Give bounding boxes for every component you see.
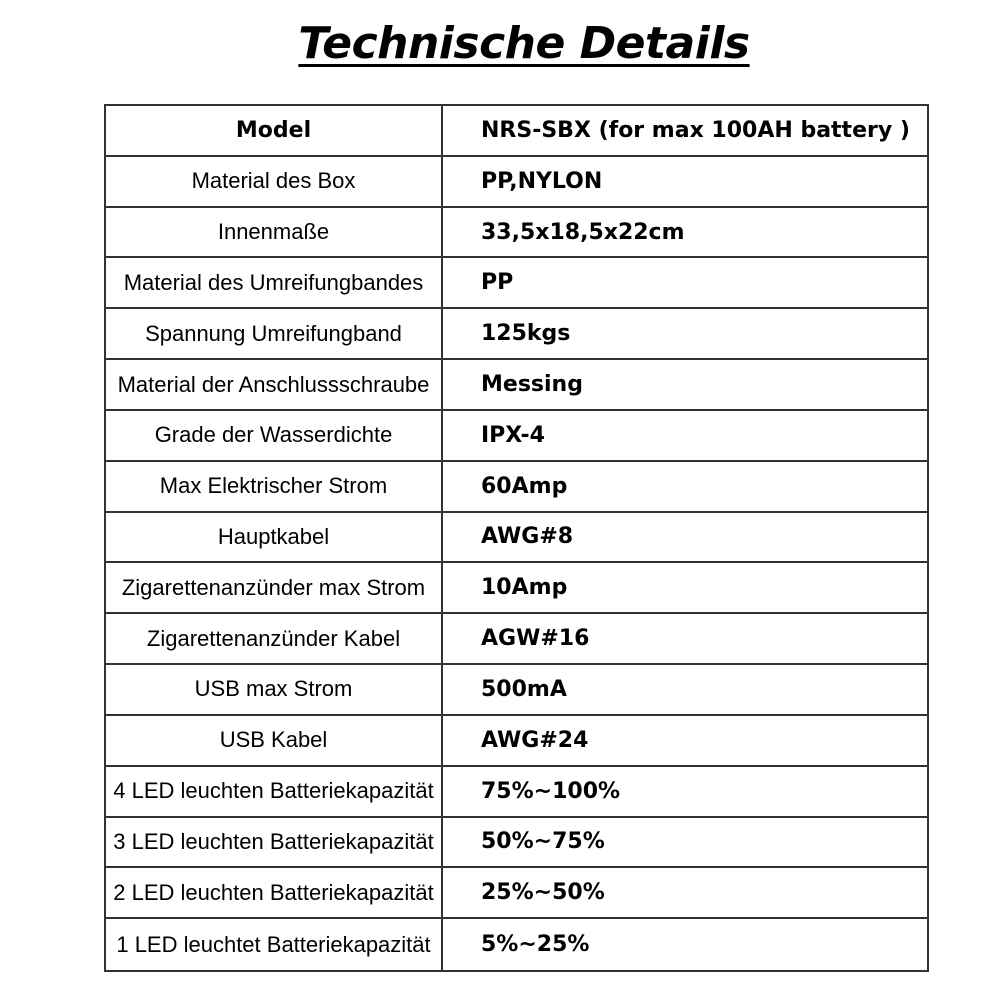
- table-row: [106, 258, 927, 309]
- spec-value: PP: [481, 270, 514, 296]
- spec-value: AGW#16: [481, 626, 590, 652]
- spec-value: PP,NYLON: [481, 168, 603, 194]
- spec-value: IPX-4: [481, 422, 545, 448]
- spec-label: Material der Anschlussschraube: [106, 360, 443, 409]
- table-row: [106, 462, 927, 513]
- spec-value: 125kgs: [481, 321, 571, 347]
- table-row: [106, 716, 927, 767]
- table-row: [106, 614, 927, 665]
- table-row: [106, 208, 927, 259]
- spec-label: Zigarettenanzünder max Strom: [106, 563, 443, 612]
- spec-label: 2 LED leuchten Batteriekapazität: [106, 868, 443, 917]
- spec-label: Material des Umreifungbandes: [106, 258, 443, 307]
- spec-value: 500mA: [481, 676, 567, 702]
- spec-value: 50%~75%: [481, 829, 605, 855]
- spec-label: 1 LED leuchtet Batteriekapazität: [106, 919, 443, 970]
- spec-label: Grade der Wasserdichte: [106, 411, 443, 460]
- spec-value: 10Amp: [481, 575, 568, 601]
- table-row: [106, 309, 927, 360]
- table-row: [106, 919, 927, 970]
- table-row: [106, 818, 927, 869]
- spec-value: AWG#24: [481, 727, 589, 753]
- spec-value: AWG#8: [481, 524, 574, 550]
- spec-label: 3 LED leuchten Batteriekapazität: [106, 818, 443, 867]
- table-row: [106, 868, 927, 919]
- page-title: [0, 18, 1000, 69]
- spec-label: Spannung Umreifungband: [106, 309, 443, 358]
- spec-label: 4 LED leuchten Batteriekapazität: [106, 767, 443, 816]
- spec-value: 25%~50%: [481, 880, 605, 906]
- spec-label: Max Elektrischer Strom: [106, 462, 443, 511]
- spec-label: Zigarettenanzünder Kabel: [106, 614, 443, 663]
- table-row: [106, 563, 927, 614]
- spec-value: Messing: [481, 372, 583, 398]
- table-row: [106, 513, 927, 564]
- spec-label: Material des Box: [106, 157, 443, 206]
- spec-label: Hauptkabel: [106, 513, 443, 562]
- table-header-row: [106, 106, 927, 157]
- page-title-text: Technische Details: [298, 18, 750, 69]
- spec-label: USB max Strom: [106, 665, 443, 714]
- table-row: [106, 767, 927, 818]
- spec-value: 33,5x18,5x22cm: [481, 219, 685, 245]
- spec-value: 60Amp: [481, 473, 568, 499]
- table-row: [106, 411, 927, 462]
- spec-value: 5%~25%: [481, 932, 590, 958]
- spec-value: 75%~100%: [481, 778, 621, 804]
- header-label-cell: Model: [106, 106, 443, 155]
- table-row: [106, 665, 927, 716]
- header-value-cell: NRS-SBX (for max 100AH battery ): [481, 117, 910, 143]
- table-row: [106, 360, 927, 411]
- spec-table: [104, 104, 929, 972]
- spec-label: Innenmaße: [106, 208, 443, 257]
- table-row: [106, 157, 927, 208]
- spec-label: USB Kabel: [106, 716, 443, 765]
